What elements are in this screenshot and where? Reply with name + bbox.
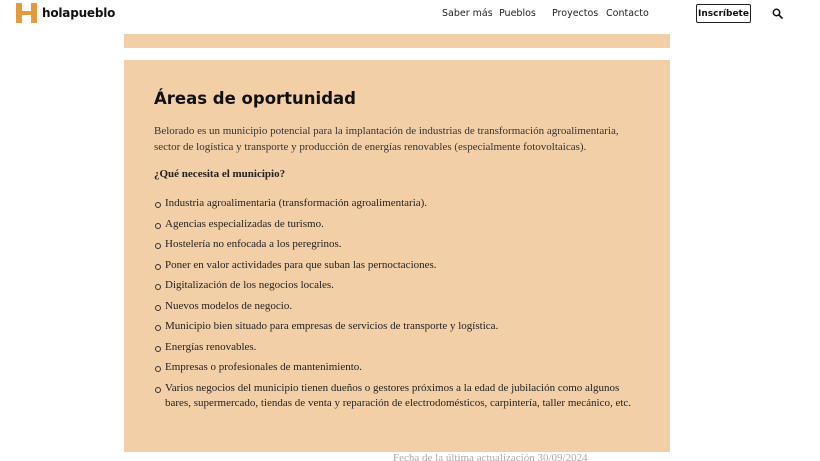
nav-proyectos[interactable]: Proyectos	[552, 8, 599, 19]
nav-saber-mas[interactable]: Saber más	[442, 8, 493, 19]
nav-pueblos[interactable]: Pueblos	[499, 8, 536, 19]
logo-link[interactable]	[16, 3, 115, 23]
opportunity-areas-panel	[124, 60, 670, 452]
list-item: Nuevos modelos de negocio.	[154, 299, 644, 315]
list-item: Digitalización de los negocios locales.	[154, 278, 644, 294]
list-item: Empresas o profesionales de mantenimiento.	[154, 360, 644, 376]
list-item: Varios negocios del municipio tienen dueños o gestores próximos a la edad de jubilación como algunos bares, supermercado, tiendas de venta y reparación de electrodomésticos, carpintería, taller mecánico, etc.	[154, 381, 644, 412]
list-item: Hostelería no enfocada a los peregrinos.	[154, 237, 644, 253]
needs-list	[154, 196, 644, 417]
list-item: Municipio bien situado para empresas de servicios de transporte y logística.	[154, 319, 644, 335]
list-item: Agencias especializadas de turismo.	[154, 217, 644, 233]
search-icon[interactable]	[772, 8, 783, 19]
site-header	[0, 0, 820, 30]
logo-h-icon	[16, 3, 37, 23]
list-item: Industria agroalimentaria (transformación agroalimentaria).	[154, 196, 644, 212]
signup-button[interactable]: Inscríbete	[696, 4, 751, 23]
logo-text: holapueblo	[42, 6, 116, 20]
previous-section-panel	[124, 34, 670, 48]
list-item: Poner en valor actividades para que suban las pernoctaciones.	[154, 258, 644, 274]
section-title: Áreas de oportunidad	[154, 89, 356, 108]
needs-question: ¿Qué necesita el municipio?	[154, 168, 286, 180]
nav-contacto[interactable]: Contacto	[606, 8, 649, 19]
list-item: Energías renovables.	[154, 340, 644, 356]
section-intro: Belorado es un municipio potencial para la implantación de industrias de transformación agroalimentaria, sector de logística y transporte y producción de energías renovables (especialmente fotovoltaicas).	[154, 125, 619, 153]
last-updated-note: Fecha de la última actualización 30/09/2024	[393, 452, 588, 461]
